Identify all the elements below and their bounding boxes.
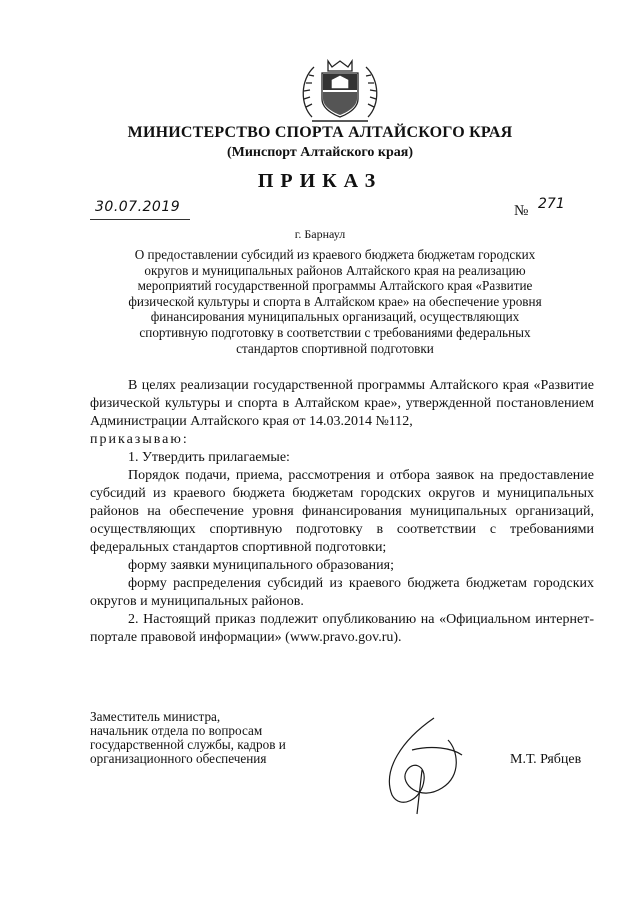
item-1c: форму распределения субсидий из краевого бюджета бюджетам городских округов и муниципальных районов. [90, 576, 594, 609]
subject-line: округов и муниципальных районов Алтайского края на реализацию [144, 262, 526, 278]
ministry-short-name: (Минспорт Алтайского края) [226, 145, 414, 160]
subject-line: финансирования муниципальных организаций, осуществляющих [150, 309, 520, 325]
role-line: Заместитель министра, [90, 709, 221, 724]
document-number: 271 [538, 196, 565, 212]
date-underline [90, 219, 190, 220]
subject-line: физической культуры и спорта в Алтайском крае» на обеспечение уровня [128, 293, 542, 309]
item-1: 1. Утвердить прилагаемые: [128, 450, 290, 465]
item-1a: Порядок подачи, приема, рассмотрения и отбора заявок на предоставление субсидий из краевого бюджета бюджетам городских округов и муниципальных районов на обеспечение уровня финансирования муниципальных организаций, осуществляющих спортивную подготовку в соответствии с требованиями федеральных стандартов спортивной подготовки; [90, 468, 594, 555]
role-line: начальник отдела по вопросам [90, 723, 263, 738]
signatory-name: М.Т. Рябцев [510, 752, 582, 767]
coat-of-arms-emblem [292, 55, 388, 125]
document-body [90, 377, 594, 647]
item-2: 2. Настоящий приказ подлежит опубликованию на «Официальном интернет-портале правовой информации» (www.pravo.gov.ru). [90, 612, 594, 645]
ministry-name: МИНИСТЕРСТВО СПОРТА АЛТАЙСКОГО КРАЯ [127, 124, 513, 141]
role-line: государственной службы, кадров и [90, 737, 286, 752]
signatory-role [90, 710, 350, 766]
intro-paragraph: В целях реализации государственной программы Алтайского края «Развитие физической культуры и спорта в Алтайском крае», утвержденной постановлением Администрации Алтайского края от 14.03.2014 №112, [90, 378, 594, 429]
subject-line: мероприятий государственной программы Алтайского края «Развитие [137, 278, 533, 294]
number-label: № [514, 203, 529, 219]
handwritten-signature [362, 710, 482, 820]
document-date: 30.07.2019 [95, 199, 181, 215]
order-word: приказываю: [90, 432, 189, 447]
subject-line: стандартов спортивной подготовки [236, 340, 434, 356]
subject-line: О предоставлении субсидий из краевого бюджета бюджетам городских [134, 247, 536, 262]
document-type-title: ПРИКАЗ [257, 170, 383, 192]
subject-line: спортивную подготовку в соответствии с требованиями федеральных [139, 324, 531, 340]
document-subject [100, 247, 570, 356]
role-line: организационного обеспечения [90, 751, 267, 766]
item-1b: форму заявки муниципального образования; [128, 558, 394, 573]
city: г. Барнаул [294, 227, 346, 241]
